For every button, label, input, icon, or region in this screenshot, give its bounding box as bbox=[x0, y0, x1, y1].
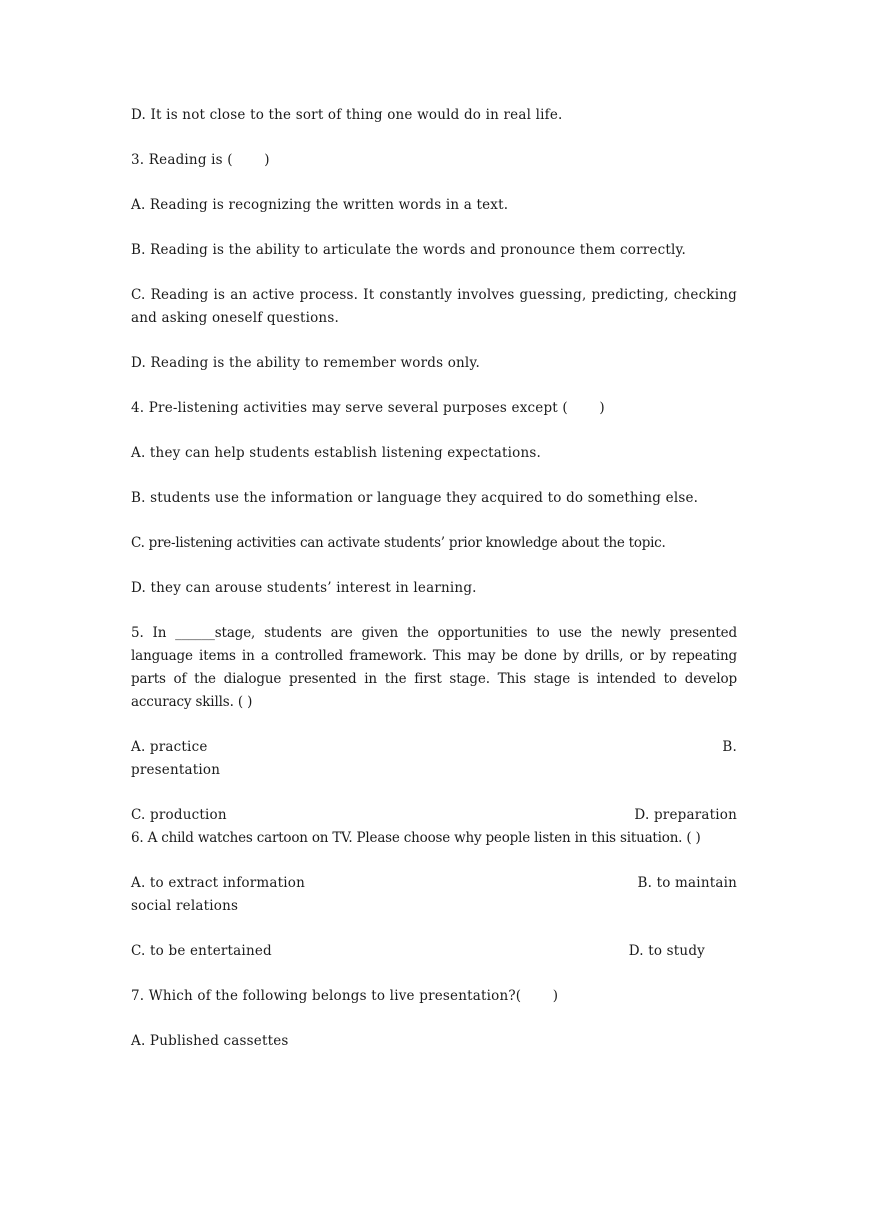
option-q5-b-text: presentation bbox=[131, 762, 221, 778]
option-q5-b-label: B. bbox=[722, 739, 737, 755]
option-q4-a: A. they can help students establish listening expectations. bbox=[131, 445, 541, 461]
option-q3-d: D. Reading is the ability to remember words only. bbox=[131, 355, 480, 371]
question-6-stem: 6. A child watches cartoon on TV. Please choose why people listen in this situation. ( ) bbox=[131, 830, 701, 846]
option-q4-d: D. they can arouse students’ interest in learning. bbox=[131, 580, 477, 596]
option-q7-a: A. Published cassettes bbox=[131, 1033, 289, 1049]
option-q4-b: B. students use the information or language they acquired to do something else. bbox=[131, 490, 699, 506]
q6-options-row-1 bbox=[131, 872, 737, 918]
document-page bbox=[131, 104, 737, 1053]
question-5-stem: 5. In ______stage, students are given the opportunities to use the newly presented language items in a controlled framework. This may be done by drills, or by repeating parts of the dialogue presented in the first stage. This stage is intended to develop accuracy skills. ( ) bbox=[131, 625, 737, 710]
option-q6-a: A. to extract information bbox=[131, 875, 305, 891]
q5-options-row-1 bbox=[131, 736, 737, 782]
option-q6-b-tail: social relations bbox=[131, 898, 239, 914]
option-q6-d: D. to study bbox=[628, 943, 705, 959]
question-4-stem: 4. Pre-listening activities may serve several purposes except ( ) bbox=[131, 400, 605, 416]
option-q6-b-head: B. to maintain bbox=[637, 875, 737, 891]
option-q3-b: B. Reading is the ability to articulate the words and pronounce them correctly. bbox=[131, 242, 686, 258]
option-q4-c: C. pre-listening activities can activate students’ prior knowledge about the topic. bbox=[131, 535, 666, 551]
question-7-stem: 7. Which of the following belongs to live presentation?( ) bbox=[131, 988, 559, 1004]
option-q3-c: C. Reading is an active process. It constantly involves guessing, predicting, checking and asking oneself questions. bbox=[131, 287, 737, 326]
option-q5-c: C. production bbox=[131, 807, 227, 823]
option-q5-a: A. practice bbox=[131, 739, 208, 755]
question-3-stem: 3. Reading is ( ) bbox=[131, 152, 270, 168]
option-q3-a: A. Reading is recognizing the written words in a text. bbox=[131, 197, 509, 213]
option-q5-d: D. preparation bbox=[634, 807, 737, 823]
q6-options-row-2 bbox=[131, 940, 737, 963]
q5-options-row-2 bbox=[131, 804, 737, 827]
option-q6-c: C. to be entertained bbox=[131, 943, 272, 959]
option-q2-d: D. It is not close to the sort of thing one would do in real life. bbox=[131, 107, 563, 123]
